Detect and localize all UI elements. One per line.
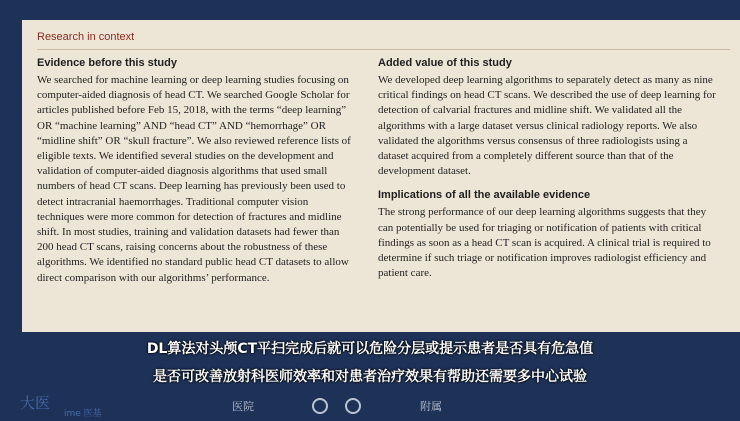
research-in-context-panel [22,20,740,332]
implications-heading: Implications of all the available evidence [378,189,591,202]
right-column [378,56,718,281]
hospital-logo-1 [232,398,254,414]
watermark-small-text: ime 医基 [64,409,102,419]
subtitle-line-1: DL算法对头颅CT平扫完成后就可以危险分层或提示患者是否具有危急值 [146,341,594,357]
watermark-logo [20,392,102,419]
subtitle-line-2: 是否可改善放射科医师效率和对患者治疗效果有帮助还需要多中心试验 [153,369,587,385]
divider [37,49,730,50]
top-bar [0,0,740,20]
university-logo [420,398,442,414]
logo-bar [0,390,740,421]
added-value-body: We developed deep learning algorithms to separately detect as many as nine critical findings on head CT scans. We described the use of deep learning for detection of calvarial fractures and midline shift. We validated all the algorithms with a large dataset versus clinical radiology reports. We also validated the algorithms versus consensus of three radiologists using a dataset acquired from a completely different source than that of the development dataset. [378,74,716,178]
added-value-heading: Added value of this study [378,57,512,69]
emblem-logo [312,398,332,414]
emblem-icon [312,398,328,414]
emblem-icon-2 [345,398,361,414]
panel-kicker: Research in context [37,31,135,43]
evidence-heading: Evidence before this study [37,57,177,69]
watermark-big-text: 大医 [20,394,51,412]
implications-body: The strong performance of our deep learning algorithms suggests that they can potentially be used for triaging or notification of patients with critical findings as soon as a head CT scan is acquired. A clinical trial is required to determine if such triage or notification improves radiologist efficiency and patient care. [378,206,711,280]
evidence-body: We searched for machine learning or deep learning studies focusing on computer-aided diagnosis of head CT. We searched Google Scholar for articles published before Feb 15, 2018, with the terms “deep learning” OR “machine learning” AND “head CT” AND “hemorrhage” OR “midline shift” OR “skull fracture”. We also reviewed reference lists of eligible texts. We identified several studies on the development and validation of computer-aided diagnosis algorithms that used small numbers of head CT scans. Deep learning has previously been used to detect intracranial haemorrhages. Traditional computer vision techniques were more common for detection of fractures and midline shift. In most studies, training and validation datasets had fewer than 200 head CT scans, raising concerns about the robustness of these algorithms. We identified no standard public head CT datasets to allow direct comparison with our algorithms’ performance. [37,74,351,284]
hospital-logo-1-text: 医院 [232,400,254,413]
emblem-logo-2 [345,398,365,414]
university-logo-text: 附属 [420,400,442,413]
left-column [37,56,357,286]
